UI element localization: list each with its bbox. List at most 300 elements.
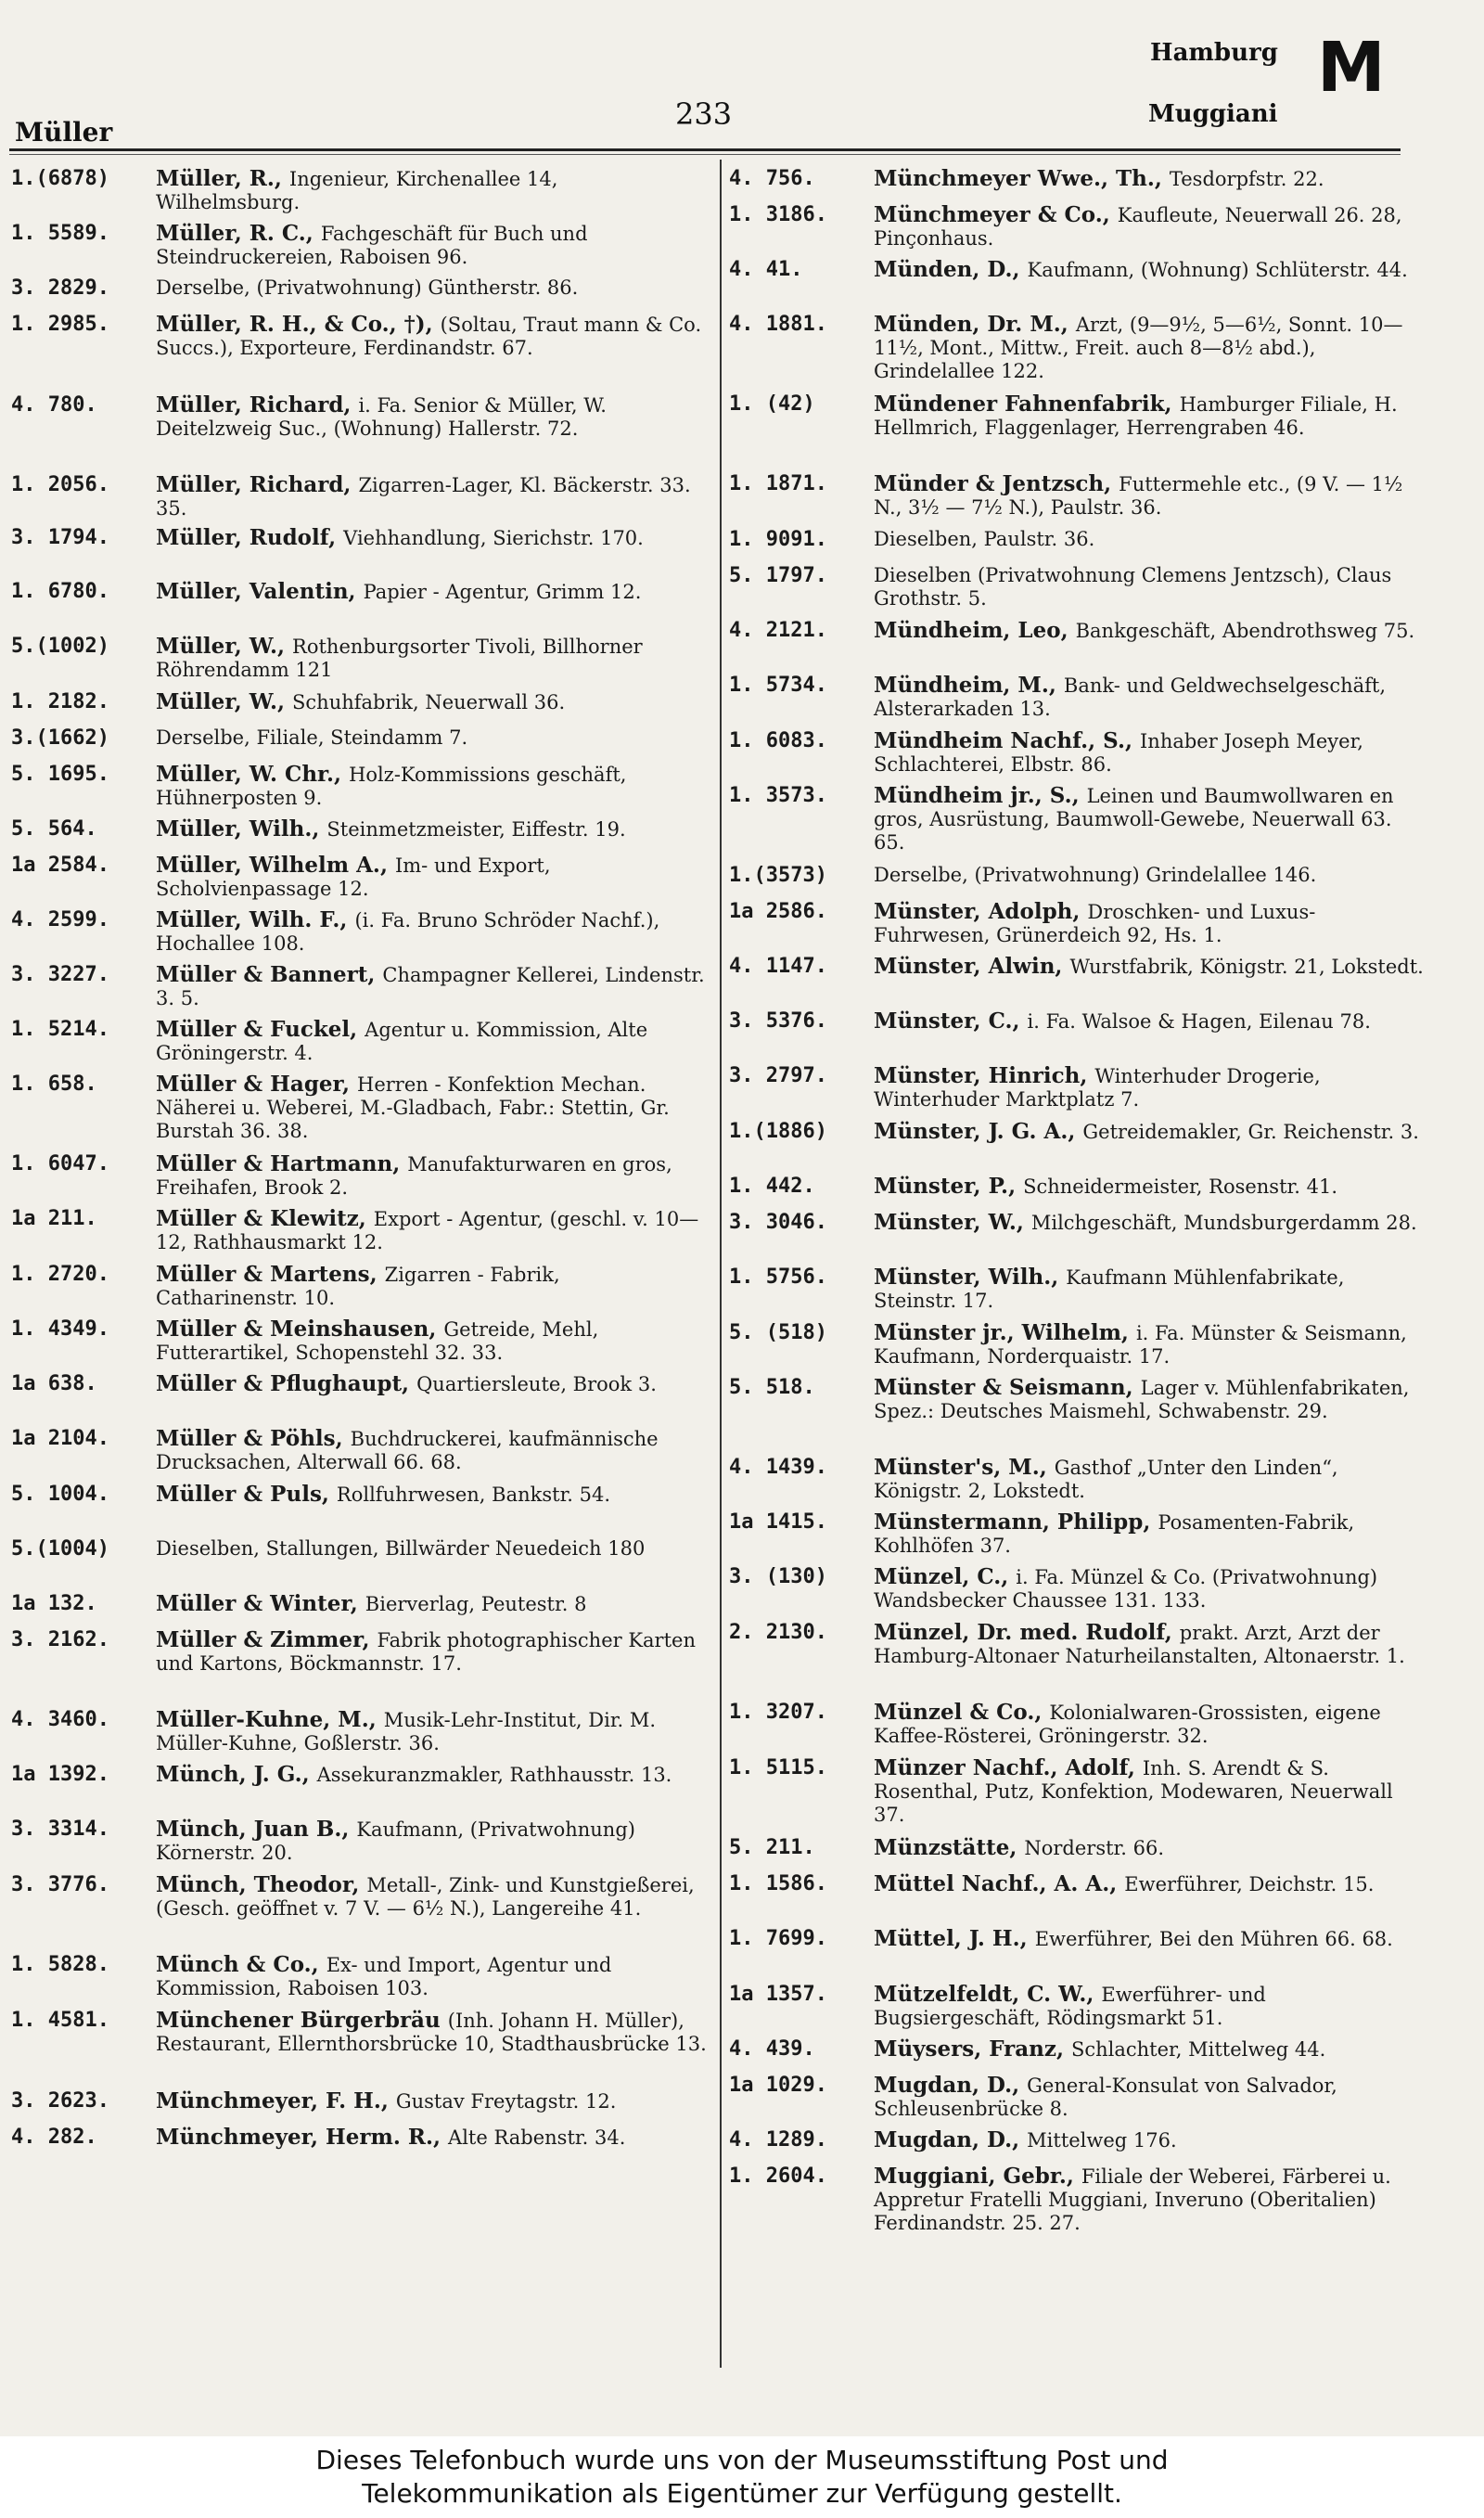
entry-details: Derselbe, (Privatwohnung) Güntherstr. 86. xyxy=(156,276,579,299)
directory-entry xyxy=(729,392,1425,472)
entry-details: Holz-Kommissions geschäft, Hühnerposten 9. xyxy=(156,764,627,809)
entry-body xyxy=(868,1872,1425,1927)
entry-details: i. Fa. Senior & Müller, W. Deitelzweig Suc., (Wohnung) Hallerstr. 72. xyxy=(156,394,607,440)
phone-number: 4. 2121. xyxy=(729,619,827,642)
phone-number: 1. 3186. xyxy=(729,203,827,226)
phone-number: 4. 756. xyxy=(729,167,815,190)
entry-body xyxy=(868,1064,1425,1120)
phone-number: 1a 638. xyxy=(11,1372,97,1395)
phone-number: 1. 5589. xyxy=(11,222,109,245)
entry-body xyxy=(868,472,1425,528)
directory-entry xyxy=(729,1510,1425,1565)
entry-details: Tesdorpfstr. 22. xyxy=(1169,168,1324,190)
entry-details: Im- und Export, Scholvienpassage 12. xyxy=(156,854,551,900)
directory-entry xyxy=(729,1456,1425,1510)
section-letter: M xyxy=(1317,28,1386,108)
entry-details: Norderstr. 66. xyxy=(1024,1837,1165,1859)
directory-entry xyxy=(729,1064,1425,1120)
directory-entry xyxy=(729,864,1425,900)
entry-body xyxy=(150,2009,707,2089)
subscriber-name: Müttel, J. H., xyxy=(874,1927,1028,1951)
entry-body xyxy=(868,1565,1425,1621)
subscriber-name: Müller, R. H., & Co., †), xyxy=(156,313,433,337)
entry-details: Droschken- und Luxus-Fuhrwesen, Grünerdeich 92, Hs. 1. xyxy=(874,901,1316,946)
directory-entry xyxy=(729,1211,1425,1265)
phone-number: 4. 3460. xyxy=(11,1708,109,1731)
entry-details: Champagner Kellerei, Lindenstr. 3. 5. xyxy=(156,964,705,1009)
directory-entry xyxy=(11,2009,707,2089)
phone-number: 1a 2586. xyxy=(729,900,827,923)
entry-details: i. Fa. Münzel & Co. (Privatwohnung) Wandsbecker Chaussee 131. 133. xyxy=(874,1566,1378,1612)
entry-body xyxy=(150,1873,707,1953)
phone-number: 5. 1695. xyxy=(11,763,109,786)
entry-details: Steinmetzmeister, Eiffestr. 19. xyxy=(326,818,626,841)
phone-number: 3. 3227. xyxy=(11,963,109,986)
entry-body xyxy=(150,222,707,276)
entry-body xyxy=(150,1372,707,1427)
entry-body xyxy=(150,726,707,763)
entry-body xyxy=(868,2165,1425,2244)
entry-details: Assekuranzmakler, Rathhausstr. 13. xyxy=(316,1764,672,1786)
entry-details: Manufakturwaren en gros, Freihafen, Brook 2. xyxy=(156,1153,672,1199)
directory-entry xyxy=(729,1621,1425,1701)
entry-details: Posamenten-Fabrik, Kohlhöfen 37. xyxy=(874,1511,1355,1557)
directory-entry xyxy=(11,2089,707,2126)
subscriber-name: Müller-Kuhne, M., xyxy=(156,1708,377,1732)
directory-entry xyxy=(11,1628,707,1708)
entry-body xyxy=(150,1207,707,1263)
entry-body xyxy=(150,1592,707,1628)
directory-entry xyxy=(11,276,707,313)
phone-number: 1.(3573) xyxy=(729,864,827,887)
phone-number: 1a 211. xyxy=(11,1207,97,1230)
directory-entry xyxy=(729,1927,1425,1983)
entry-body xyxy=(150,1263,707,1317)
phone-number: 1. 2604. xyxy=(729,2165,827,2188)
subscriber-name: Münster, W., xyxy=(874,1211,1024,1235)
directory-entry xyxy=(729,955,1425,1009)
subscriber-name: Münch, Juan B., xyxy=(156,1818,350,1842)
entry-details: Bank- und Geldwechselgeschäft, Alsterarkaden 13. xyxy=(874,674,1387,720)
entry-body xyxy=(868,1321,1425,1376)
entry-body xyxy=(868,1456,1425,1510)
subscriber-name: Müller & Meinshausen, xyxy=(156,1317,437,1342)
entry-details: Gustav Freytagstr. 12. xyxy=(395,2090,617,2113)
entry-details: Ewerführer, Deichstr. 15. xyxy=(1124,1873,1375,1895)
subscriber-name: Münchmeyer, F. H., xyxy=(156,2089,389,2113)
directory-entry xyxy=(729,1756,1425,1836)
subscriber-name: Münchmeyer, Herm. R., xyxy=(156,2126,441,2150)
directory-entry xyxy=(729,729,1425,784)
subscriber-name: Müller, Richard, xyxy=(156,393,352,418)
phone-number: 5. (518) xyxy=(729,1321,827,1344)
entry-details: Arzt, (9—9½, 5—6½, Sonnt. 10—11½, Mont., Mittw., Freit. auch 8—8½ abd.), Grindelallee 122. xyxy=(874,314,1403,382)
directory-entry xyxy=(729,1120,1425,1175)
subscriber-name: Muggiani, Gebr., xyxy=(874,2165,1074,2189)
entry-body xyxy=(868,900,1425,955)
entry-body xyxy=(150,167,707,222)
subscriber-name: Müller & Hager, xyxy=(156,1073,350,1097)
entry-body xyxy=(868,1927,1425,1983)
entry-details: Getreide, Mehl, Futterartikel, Schopenstehl 32. 33. xyxy=(156,1318,599,1364)
subscriber-name: Müller & Pöhls, xyxy=(156,1427,343,1451)
directory-entry xyxy=(729,1175,1425,1211)
entry-details: Rollfuhrwesen, Bankstr. 54. xyxy=(336,1484,611,1506)
phone-number: 1. 7699. xyxy=(729,1927,827,1950)
phone-number: 5.(1004) xyxy=(11,1537,109,1561)
entry-details: Schlachter, Mittelweg 44. xyxy=(1070,2038,1326,2061)
entry-body xyxy=(150,313,707,393)
entry-body xyxy=(150,690,707,726)
entry-details: Futtermehle etc., (9 V. — 1½ N., 3½ — 7½ N.), Paulstr. 36. xyxy=(874,473,1403,519)
subscriber-name: Münchmeyer & Co., xyxy=(874,203,1110,227)
directory-entry xyxy=(11,690,707,726)
phone-number: 1. 4349. xyxy=(11,1317,109,1341)
entry-details: (i. Fa. Bruno Schröder Nachf.), Hochallee 108. xyxy=(156,909,660,955)
page-number: 233 xyxy=(675,96,733,132)
subscriber-name: Müller, R., xyxy=(156,167,282,191)
column-divider xyxy=(720,160,722,2368)
directory-entry xyxy=(11,1763,707,1818)
phone-number: 1. 3573. xyxy=(729,784,827,807)
entry-details: General-Konsulat von Salvador, Schleusenbrücke 8. xyxy=(874,2075,1337,2120)
directory-entry xyxy=(11,526,707,580)
entry-details: Ewerführer- und Bugsiergeschäft, Rödingsmarkt 51. xyxy=(874,1984,1266,2029)
entry-body xyxy=(868,955,1425,1009)
directory-entry xyxy=(729,784,1425,864)
running-head-city: Hamburg xyxy=(1150,39,1278,67)
subscriber-name: Münzer Nachf., Adolf, xyxy=(874,1756,1135,1780)
subscriber-name: Mündener Fahnenfabrik, xyxy=(874,392,1172,417)
phone-number: 1.(1886) xyxy=(729,1120,827,1143)
entry-details: Dieselben (Privatwohnung Clemens Jentzsch), Claus Grothstr. 5. xyxy=(874,564,1392,610)
subscriber-name: Münch & Co., xyxy=(156,1953,319,1977)
subscriber-name: Münster jr., Wilhelm, xyxy=(874,1321,1129,1345)
directory-entry xyxy=(11,817,707,854)
directory-entry xyxy=(729,1265,1425,1321)
subscriber-name: Münstermann, Philipp, xyxy=(874,1510,1151,1535)
directory-entry xyxy=(729,258,1425,313)
phone-number: 1. 6780. xyxy=(11,580,109,603)
entry-body xyxy=(150,2089,707,2126)
phone-number: 4. 1289. xyxy=(729,2128,827,2152)
entry-details: (Inh. Johann H. Müller), Restaurant, Ellernthorsbrücke 10, Stadthausbrücke 13. xyxy=(156,2010,707,2055)
phone-number: 3. 1794. xyxy=(11,526,109,549)
phone-number: 1. 5734. xyxy=(729,674,827,697)
phone-number: 3. 2829. xyxy=(11,276,109,300)
entry-details: Quartiersleute, Brook 3. xyxy=(416,1373,657,1395)
directory-entry xyxy=(729,1376,1425,1456)
entry-body xyxy=(150,1763,707,1818)
entry-body xyxy=(150,473,707,526)
directory-entry xyxy=(729,564,1425,619)
phone-number: 1. 6083. xyxy=(729,729,827,752)
subscriber-name: Münden, Dr. M., xyxy=(874,313,1068,337)
entry-body xyxy=(150,393,707,473)
entry-details: Alte Rabenstr. 34. xyxy=(448,2126,626,2149)
header-rule-thin xyxy=(9,154,1401,155)
entry-body xyxy=(868,674,1425,729)
directory-entry xyxy=(11,1537,707,1592)
entry-body xyxy=(868,1983,1425,2037)
phone-number: 1. 2182. xyxy=(11,690,109,713)
phone-number: 1. 9091. xyxy=(729,528,827,551)
directory-entry xyxy=(11,854,707,908)
footer-line-2: Telekommunikation als Eigentümer zur Verfügung gestellt. xyxy=(362,2478,1122,2509)
entry-body xyxy=(150,1427,707,1483)
subscriber-name: Müller, W. Chr., xyxy=(156,763,342,787)
directory-entry xyxy=(11,1427,707,1483)
directory-entry xyxy=(11,1818,707,1873)
directory-entry xyxy=(11,635,707,690)
entry-body xyxy=(150,1708,707,1763)
phone-number: 1. 1871. xyxy=(729,472,827,495)
entry-details: Herren - Konfektion Mechan. Näherei u. Weberei, M.-Gladbach, Fabr.: Stettin, Gr. Burstah 36. 38. xyxy=(156,1073,670,1142)
phone-number: 1. 1586. xyxy=(729,1872,827,1895)
phone-number: 1a 1415. xyxy=(729,1510,827,1534)
subscriber-name: Müller, R. C., xyxy=(156,222,313,246)
subscriber-name: Müller, W., xyxy=(156,690,286,714)
footer-note xyxy=(0,2436,1484,2518)
directory-entry xyxy=(729,472,1425,528)
entry-details: Schneidermeister, Rosenstr. 41. xyxy=(1023,1175,1338,1198)
entry-body xyxy=(868,313,1425,392)
phone-number: 3. 2162. xyxy=(11,1628,109,1651)
entry-details: Ingenieur, Kirchenallee 14, Wilhelmsburg. xyxy=(156,168,558,213)
subscriber-name: Müysers, Franz, xyxy=(874,2037,1064,2062)
phone-number: 1.(6878) xyxy=(11,167,109,190)
entry-body xyxy=(868,2037,1425,2074)
entry-body xyxy=(150,635,707,690)
entry-details: Kaufleute, Neuerwall 26. 28, Pinçonhaus. xyxy=(874,204,1402,250)
phone-number: 1. 5115. xyxy=(729,1756,827,1779)
subscriber-name: Münder & Jentzsch, xyxy=(874,472,1112,496)
subscriber-name: Mündheim Nachf., S., xyxy=(874,729,1132,753)
entry-body xyxy=(150,854,707,908)
directory-entry xyxy=(729,1872,1425,1927)
entry-details: Export - Agentur, (geschl. v. 10—12, Rathhausmarkt 12. xyxy=(156,1208,699,1253)
entry-details: Zigarren - Fabrik, Catharinenstr. 10. xyxy=(156,1264,560,1309)
phone-number: 1a 132. xyxy=(11,1592,97,1615)
entry-body xyxy=(868,1265,1425,1321)
phone-number: 5. 211. xyxy=(729,1836,815,1859)
directory-entry xyxy=(11,963,707,1018)
subscriber-name: Münster, C., xyxy=(874,1009,1020,1034)
subscriber-name: Mützelfeldt, C. W., xyxy=(874,1983,1094,2007)
phone-number: 1. 4581. xyxy=(11,2009,109,2032)
directory-entry xyxy=(11,222,707,276)
directory-entry xyxy=(11,393,707,473)
directory-entry xyxy=(11,763,707,817)
entry-details: Dieselben, Paulstr. 36. xyxy=(874,528,1095,550)
directory-entry xyxy=(11,1018,707,1073)
entry-body xyxy=(868,203,1425,258)
entry-details: Derselbe, (Privatwohnung) Grindelallee 146. xyxy=(874,864,1317,886)
subscriber-name: Münster, P., xyxy=(874,1175,1017,1199)
running-head-right: Muggiani xyxy=(1148,100,1278,128)
phone-number: 4. 1881. xyxy=(729,313,827,336)
entry-details: Derselbe, Filiale, Steindamm 7. xyxy=(156,726,468,749)
directory-entry xyxy=(729,1321,1425,1376)
entry-details: Kaufmann, (Wohnung) Schlüterstr. 44. xyxy=(1027,259,1408,281)
entry-body xyxy=(868,392,1425,472)
entry-body xyxy=(868,1701,1425,1756)
entry-body xyxy=(150,526,707,580)
directory-entry xyxy=(729,2165,1425,2244)
directory-entry xyxy=(11,580,707,635)
left-column xyxy=(11,167,707,2180)
subscriber-name: Müller & Zimmer, xyxy=(156,1628,370,1652)
directory-entry xyxy=(729,2074,1425,2128)
phone-number: 3. 2797. xyxy=(729,1064,827,1087)
subscriber-name: Müller, Wilh., xyxy=(156,817,320,841)
directory-entry xyxy=(11,1073,707,1152)
phone-number: 1. 5214. xyxy=(11,1018,109,1041)
phone-number: 1. 5828. xyxy=(11,1953,109,1976)
phone-number: 3. (130) xyxy=(729,1565,827,1588)
entry-details: Mittelweg 176. xyxy=(1027,2129,1177,2152)
subscriber-name: Mugdan, D., xyxy=(874,2074,1020,2098)
entry-details: prakt. Arzt, Arzt der Hamburg-Altonaer Naturheilanstalten, Altonaerstr. 1. xyxy=(874,1622,1405,1667)
directory-entry xyxy=(11,908,707,963)
entry-body xyxy=(868,1120,1425,1175)
entry-details: Viehhandlung, Sierichstr. 170. xyxy=(343,527,644,549)
directory-entry xyxy=(729,203,1425,258)
directory-entry xyxy=(729,2128,1425,2165)
entry-details: Metall-, Zink- und Kunstgießerei, (Gesch. geöffnet v. 7 V. — 6½ N.), Langereihe 41. xyxy=(156,1874,695,1920)
entry-body xyxy=(150,817,707,854)
subscriber-name: Mündheim jr., S., xyxy=(874,784,1080,808)
directory-entry xyxy=(729,1836,1425,1872)
entry-body xyxy=(150,763,707,817)
phone-number: 3. 3046. xyxy=(729,1211,827,1234)
phone-number: 1a 1357. xyxy=(729,1983,827,2006)
subscriber-name: Münster, Wilh., xyxy=(874,1265,1059,1290)
subscriber-name: Münch, J. G., xyxy=(156,1763,310,1787)
entry-details: Ewerführer, Bei den Mühren 66. 68. xyxy=(1034,1928,1393,1950)
subscriber-name: Münzstätte, xyxy=(874,1836,1017,1860)
directory-entry xyxy=(11,1873,707,1953)
entry-details: Dieselben, Stallungen, Billwärder Neuedeich 180 xyxy=(156,1537,646,1560)
entry-details: Kolonialwaren-Grossisten, eigene Kaffee-Rösterei, Gröningerstr. 32. xyxy=(874,1702,1381,1747)
directory-entry xyxy=(729,674,1425,729)
phone-number: 4. 1439. xyxy=(729,1456,827,1479)
entry-details: i. Fa. Walsoe & Hagen, Eilenau 78. xyxy=(1027,1010,1371,1033)
phone-number: 1a 2584. xyxy=(11,854,109,877)
directory-entry xyxy=(11,473,707,526)
phone-number: 5. 1004. xyxy=(11,1483,109,1506)
entry-details: (Soltau, Traut mann & Co. Succs.), Exporteure, Ferdinandstr. 67. xyxy=(156,314,702,359)
entry-details: Papier - Agentur, Grimm 12. xyxy=(363,581,642,603)
subscriber-name: Mündheim, Leo, xyxy=(874,619,1068,643)
phone-number: 1. 2985. xyxy=(11,313,109,336)
phone-number: 4. 282. xyxy=(11,2126,97,2149)
entry-details: Rothenburgsorter Tivoli, Billhorner Röhrendamm 121 xyxy=(156,636,643,681)
phone-number: 1. 442. xyxy=(729,1175,815,1198)
entry-details: Musik-Lehr-Institut, Dir. M. Müller-Kuhne, Goßlerstr. 36. xyxy=(156,1709,657,1754)
phone-number: 1a 1392. xyxy=(11,1763,109,1786)
subscriber-name: Müller & Fuckel, xyxy=(156,1018,358,1042)
entry-details: Agentur u. Kommission, Alte Gröningerstr. 4. xyxy=(156,1019,648,1064)
entry-details: Ex- und Import, Agentur und Kommission, Raboisen 103. xyxy=(156,1954,612,1999)
subscriber-name: Münster, J. G. A., xyxy=(874,1120,1076,1144)
entry-details: Bankgeschäft, Abendrothsweg 75. xyxy=(1075,620,1415,642)
entry-details: Hamburger Filiale, H. Hellmrich, Flaggenlager, Herrengraben 46. xyxy=(874,393,1398,439)
entry-details: Kaufmann Mühlenfabrikate, Steinstr. 17. xyxy=(874,1266,1345,1312)
subscriber-name: Münzel, Dr. med. Rudolf, xyxy=(874,1621,1172,1645)
directory-entry xyxy=(11,1483,707,1537)
phone-number: 3. 5376. xyxy=(729,1009,827,1033)
subscriber-name: Müller & Martens, xyxy=(156,1263,377,1287)
subscriber-name: Münster, Adolph, xyxy=(874,900,1081,924)
entry-body xyxy=(868,2074,1425,2128)
entry-body xyxy=(868,1175,1425,1211)
entry-body xyxy=(150,1073,707,1152)
entry-body xyxy=(868,864,1425,900)
entry-details: Zigarren-Lager, Kl. Bäckerstr. 33. 35. xyxy=(156,474,691,520)
subscriber-name: Müller & Klewitz, xyxy=(156,1207,366,1231)
phone-number: 1. 5756. xyxy=(729,1265,827,1289)
subscriber-name: Münster & Seismann, xyxy=(874,1376,1133,1400)
directory-entry xyxy=(11,1708,707,1763)
running-head-left: Müller xyxy=(15,117,113,148)
directory-entry xyxy=(11,1592,707,1628)
phone-number: 1. 3207. xyxy=(729,1701,827,1724)
subscriber-name: Müller, Wilhelm A., xyxy=(156,854,388,878)
entry-details: Schuhfabrik, Neuerwall 36. xyxy=(292,691,566,713)
entry-body xyxy=(868,1756,1425,1836)
entry-body xyxy=(868,1510,1425,1565)
entry-body xyxy=(150,1018,707,1073)
directory-entry xyxy=(729,1701,1425,1756)
entry-details: Buchdruckerei, kaufmännische Drucksachen, Alterwall 66. 68. xyxy=(156,1428,659,1473)
right-column xyxy=(729,167,1425,2244)
subscriber-name: Müller, Valentin, xyxy=(156,580,356,604)
phone-number: 5. 518. xyxy=(729,1376,815,1399)
entry-body xyxy=(150,1818,707,1873)
entry-details: Fachgeschäft für Buch und Steindruckereien, Raboisen 96. xyxy=(156,223,588,268)
entry-body xyxy=(150,580,707,635)
directory-entry xyxy=(11,1317,707,1372)
directory-entry xyxy=(729,1565,1425,1621)
entry-body xyxy=(868,619,1425,674)
subscriber-name: Müller, Richard, xyxy=(156,473,352,497)
entry-body xyxy=(868,1621,1425,1701)
entry-body xyxy=(150,1537,707,1592)
subscriber-name: Müttel Nachf., A. A., xyxy=(874,1872,1118,1896)
subscriber-name: Müller & Bannert, xyxy=(156,963,376,987)
entry-details: Winterhuder Drogerie, Winterhuder Marktplatz 7. xyxy=(874,1065,1321,1111)
phone-number: 4. 2599. xyxy=(11,908,109,931)
entry-body xyxy=(868,1376,1425,1456)
entry-body xyxy=(150,1152,707,1207)
subscriber-name: Müller & Puls, xyxy=(156,1483,329,1507)
subscriber-name: Müller & Pflughaupt, xyxy=(156,1372,410,1396)
subscriber-name: Münden, D., xyxy=(874,258,1020,282)
entry-body xyxy=(868,784,1425,864)
entry-body xyxy=(150,1317,707,1372)
subscriber-name: Münch, Theodor, xyxy=(156,1873,360,1897)
entry-details: Gasthof „Unter den Linden“, Königstr. 2, Lokstedt. xyxy=(874,1457,1338,1502)
directory-entry xyxy=(11,313,707,393)
entry-details: Bierverlag, Peutestr. 8 xyxy=(365,1593,587,1615)
subscriber-name: Müller & Winter, xyxy=(156,1592,358,1616)
phone-number: 5. 564. xyxy=(11,817,97,841)
entry-body xyxy=(868,729,1425,784)
entry-body xyxy=(150,908,707,963)
entry-body xyxy=(150,963,707,1018)
directory-entry xyxy=(729,619,1425,674)
